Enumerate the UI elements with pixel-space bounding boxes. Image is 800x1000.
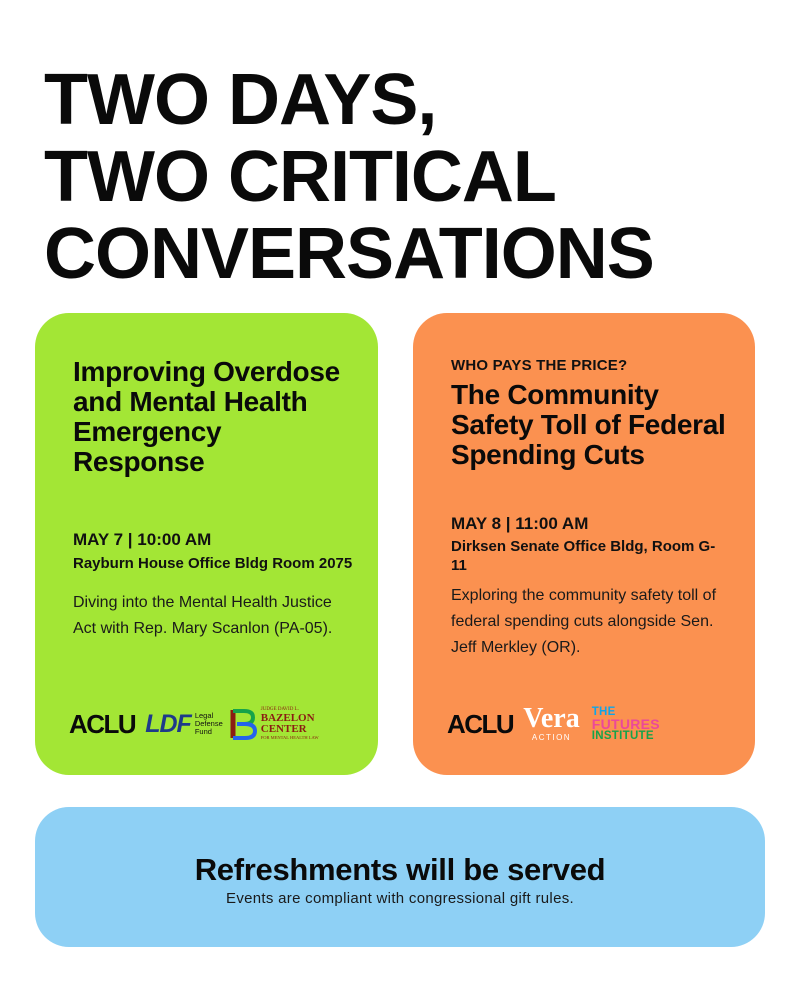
refreshments-banner bbox=[35, 807, 765, 947]
bazelon-b-icon bbox=[229, 707, 259, 741]
aclu-logo: ACLU bbox=[447, 708, 514, 739]
event-kicker: WHO PAYS THE PRICE? bbox=[451, 357, 628, 374]
event-location: Rayburn House Office Bldg Room 2075 bbox=[73, 555, 353, 572]
ldf-logo-line: Legal bbox=[194, 711, 214, 720]
futures-institute-logo bbox=[592, 707, 660, 742]
bazelon-logo-text bbox=[261, 707, 319, 741]
aclu-logo: ACLU bbox=[69, 708, 136, 739]
bazelon-logo-line: FOR MENTAL HEALTH LAW bbox=[260, 735, 319, 740]
event-location: Dirksen Senate Office Bldg, Room G-11 bbox=[451, 538, 716, 574]
event-card-may-8 bbox=[413, 313, 755, 775]
event-description: Diving into the Mental Health Justice Act with Rep. Mary Scanlon (PA-05). bbox=[73, 594, 333, 637]
page-headline bbox=[44, 62, 764, 293]
vera-logo-sub: ACTION bbox=[531, 733, 572, 742]
futures-logo-line: THE bbox=[591, 705, 616, 718]
partner-logos bbox=[447, 703, 660, 745]
event-date-time: MAY 7 | 10:00 AM bbox=[73, 530, 212, 549]
headline-line-2: TWO CRITICAL bbox=[44, 137, 556, 217]
futures-logo-line: FUTURES bbox=[591, 715, 660, 732]
banner-title: Refreshments will be served bbox=[194, 852, 606, 887]
ldf-logo-line: Fund bbox=[194, 727, 212, 736]
partner-logos bbox=[69, 703, 319, 745]
headline-line-1: TWO DAYS, bbox=[44, 60, 437, 140]
bazelon-logo-line: BAZELON bbox=[260, 712, 315, 724]
event-card-may-7 bbox=[35, 313, 378, 775]
event-title: The Community Safety Toll of Federal Spending Cuts bbox=[451, 379, 726, 470]
ldf-logo-mark: LDF bbox=[145, 709, 191, 738]
event-description: Exploring the community safety toll of federal spending cuts alongside Sen. Jeff Merkley (OR). bbox=[451, 587, 717, 656]
bazelon-center-logo bbox=[229, 707, 319, 741]
banner-subtitle: Events are compliant with congressional gift rules. bbox=[226, 890, 574, 907]
futures-logo-line: INSTITUTE bbox=[591, 729, 654, 742]
ldf-logo-text bbox=[195, 712, 223, 736]
headline-line-3: CONVERSATIONS bbox=[44, 214, 654, 294]
event-title: Improving Overdose and Mental Health Emergency Response bbox=[73, 356, 340, 477]
vera-logo-wordmark: Vera bbox=[523, 703, 580, 734]
vera-action-logo bbox=[523, 703, 580, 742]
bazelon-logo-line: CENTER bbox=[260, 723, 307, 735]
event-date-time: MAY 8 | 11:00 AM bbox=[451, 514, 589, 533]
ldf-logo-line: Defense bbox=[194, 719, 223, 728]
bazelon-logo-line: JUDGE DAVID L. bbox=[260, 707, 299, 712]
ldf-logo bbox=[145, 710, 223, 739]
